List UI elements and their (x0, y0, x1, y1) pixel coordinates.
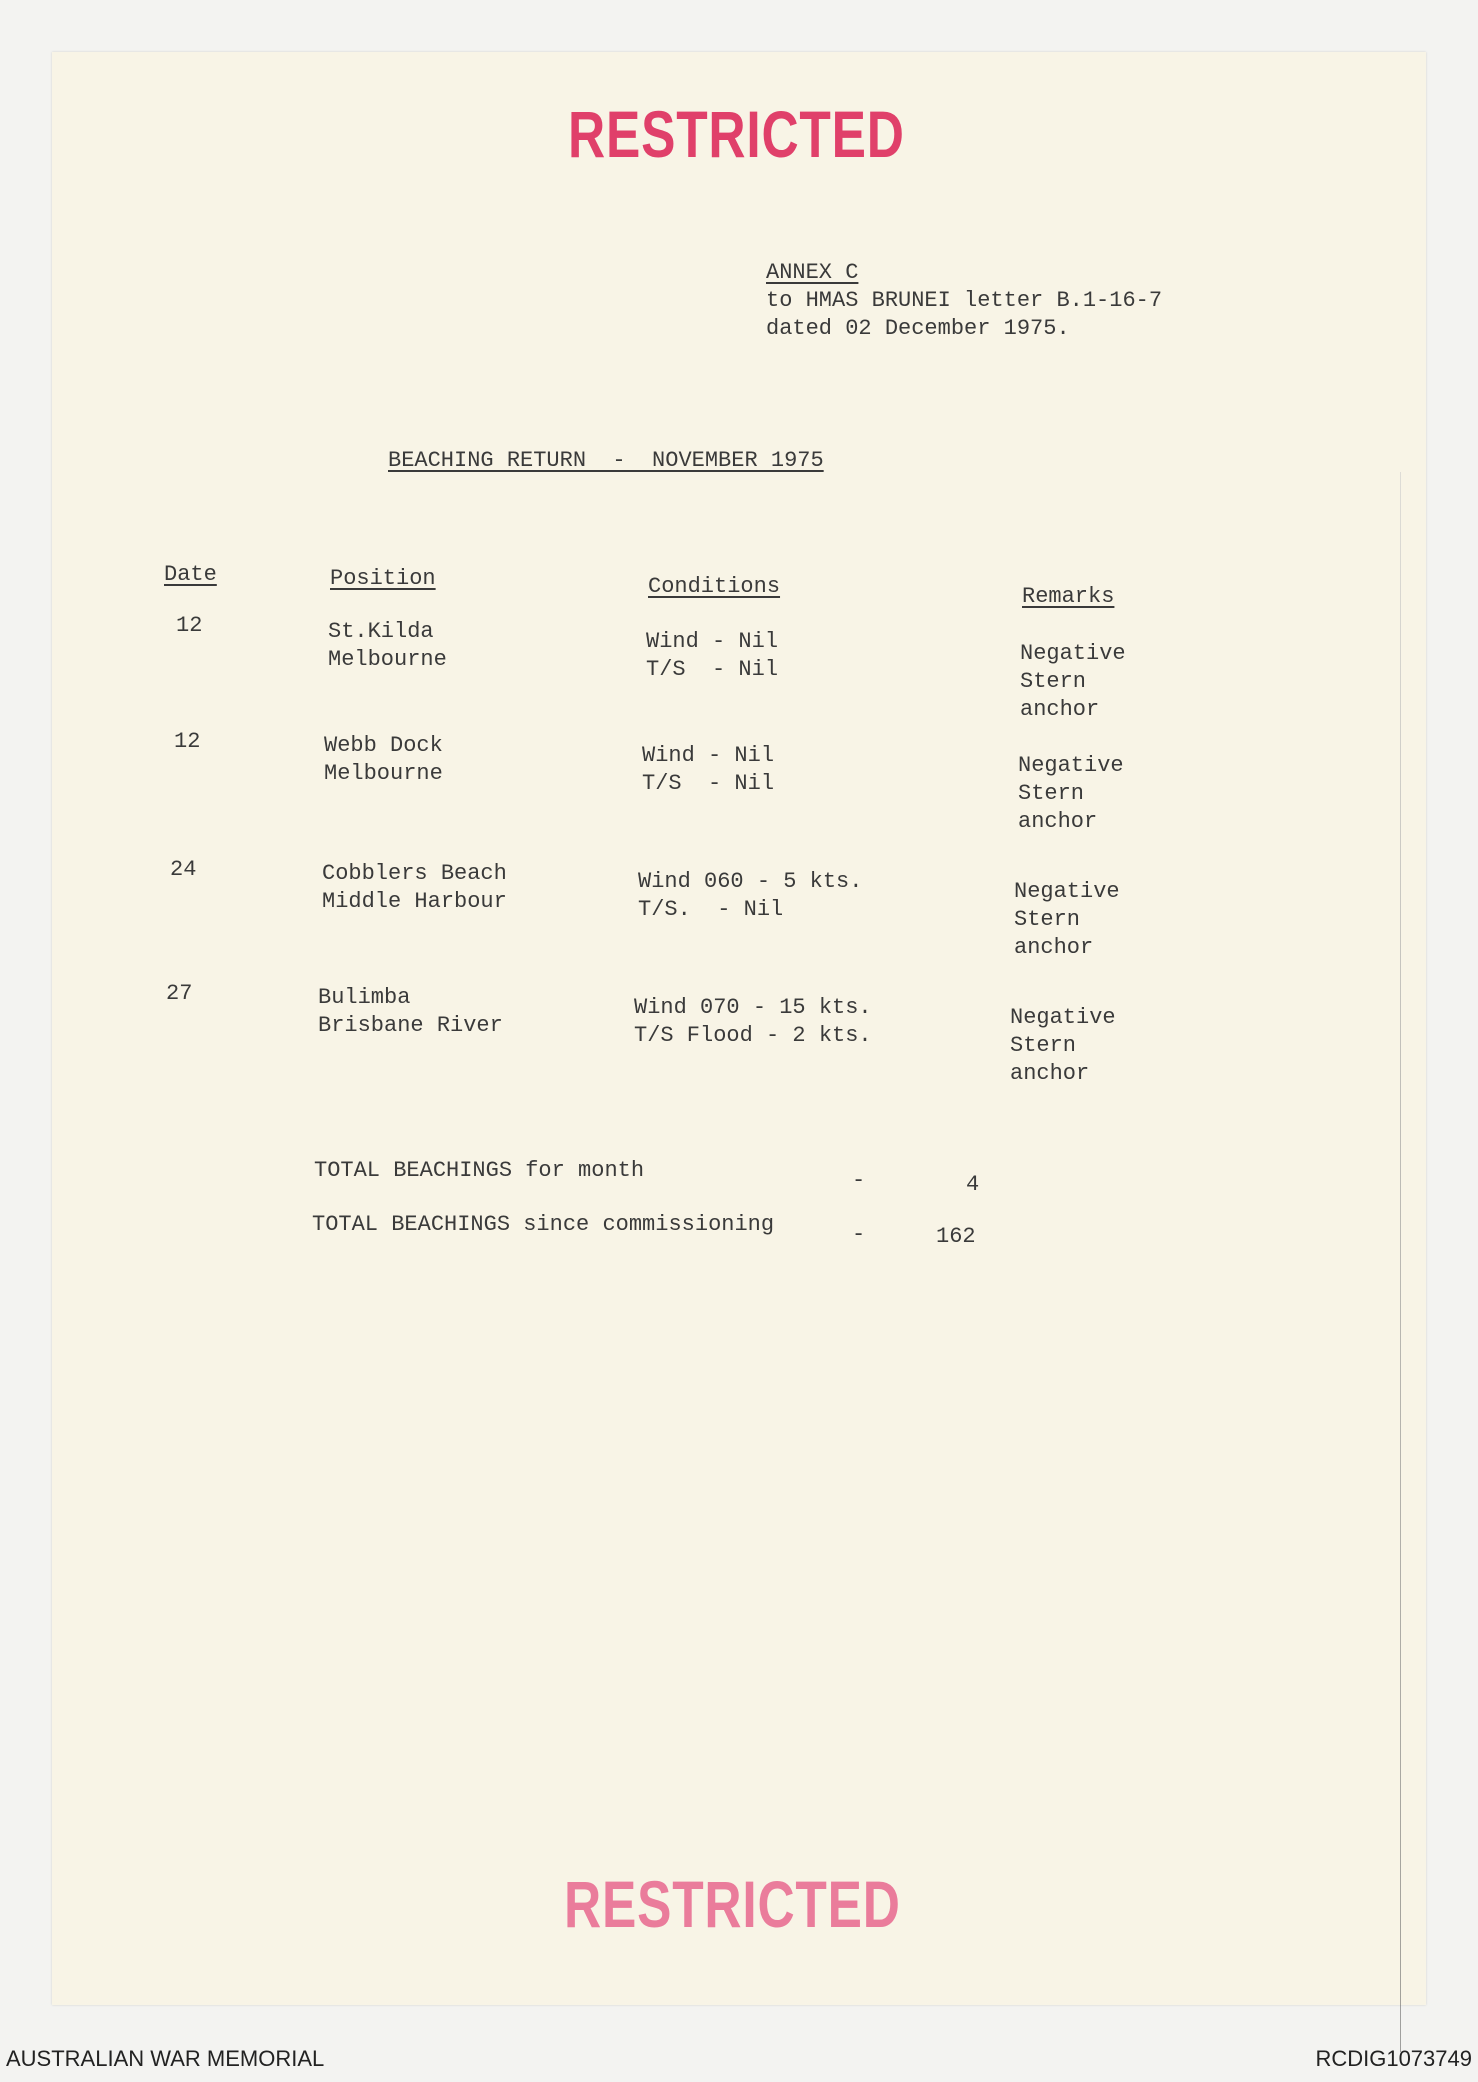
column-header-remarks: Remarks (1022, 584, 1115, 609)
column-header-conditions: Conditions (648, 574, 781, 599)
table-row-position: Cobblers Beach Middle Harbour (322, 861, 507, 914)
column-header-date: Date (164, 562, 217, 587)
table-row-remarks: Negative Stern anchor (1020, 641, 1126, 722)
total-month-dash: - (852, 1168, 866, 1193)
table-row-date: 27 (166, 981, 193, 1006)
table-row-conditions: Wind - Nil T/S - Nil (646, 629, 779, 682)
annex-reference: to HMAS BRUNEI letter B.1-16-7 (766, 288, 1163, 313)
column-header-position: Position (330, 566, 436, 591)
table-row-position: St.Kilda Melbourne (328, 619, 447, 672)
footer-archive-label: AUSTRALIAN WAR MEMORIAL (6, 2046, 325, 2071)
document-heading: BEACHING RETURN - NOVEMBER 1975 (388, 448, 824, 473)
total-month-label: TOTAL BEACHINGS for month (314, 1158, 645, 1183)
total-commissioning-label: TOTAL BEACHINGS since commissioning (312, 1212, 775, 1237)
table-row-conditions: Wind 060 - 5 kts. T/S. - Nil (638, 869, 863, 922)
table-row-position: Bulimba Brisbane River (318, 985, 503, 1038)
annex-title: ANNEX C (766, 260, 859, 285)
table-row-conditions: Wind - Nil T/S - Nil (642, 743, 775, 796)
document-page (52, 52, 1426, 2005)
table-row-remarks: Negative Stern anchor (1014, 879, 1120, 960)
table-row-date: 12 (176, 613, 203, 638)
total-commissioning-dash: - (852, 1222, 866, 1247)
footer-record-id: RCDIG1073749 (1315, 2046, 1472, 2071)
total-month-value: 4 (966, 1172, 980, 1197)
restricted-stamp-top: RESTRICTED (568, 97, 905, 171)
restricted-stamp-bottom: RESTRICTED (564, 1867, 901, 1941)
table-row-date: 24 (170, 857, 197, 882)
page-edge-shadow (1400, 472, 1401, 2052)
table-row-remarks: Negative Stern anchor (1018, 753, 1124, 834)
table-row-date: 12 (174, 729, 201, 754)
table-row-position: Webb Dock Melbourne (324, 733, 443, 786)
total-commissioning-value: 162 (936, 1224, 976, 1249)
annex-date: dated 02 December 1975. (766, 316, 1070, 341)
table-row-remarks: Negative Stern anchor (1010, 1005, 1116, 1086)
table-row-conditions: Wind 070 - 15 kts. T/S Flood - 2 kts. (634, 995, 872, 1048)
